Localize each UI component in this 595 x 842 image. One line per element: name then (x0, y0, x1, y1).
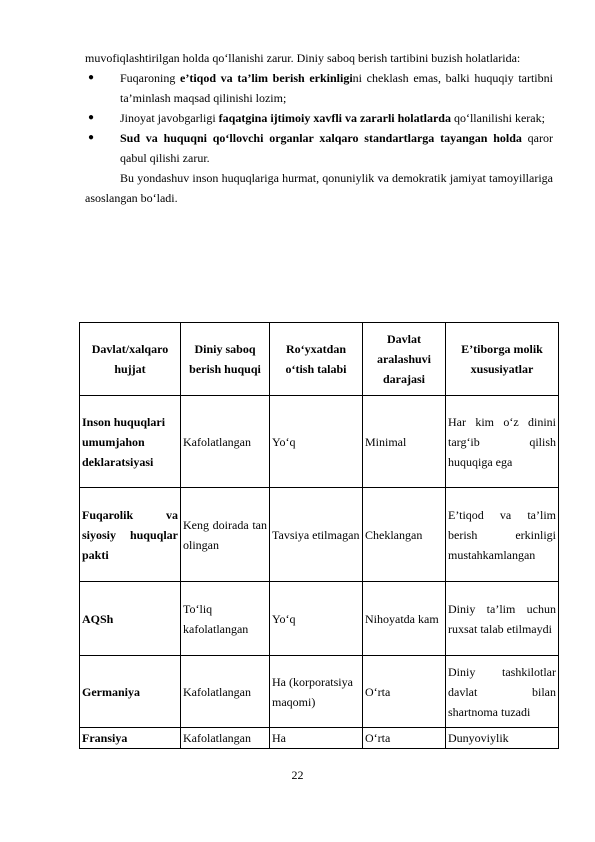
bullet-icon: ● (88, 72, 95, 83)
table-row (80, 728, 559, 749)
table-cell: E’tiqod va ta’lim berish erkinligi mustahkamlangan (446, 488, 559, 582)
bullet-item: ● Sud va huquqni qo‘llovchi organlar xalqaro standartlarga tayangan holda qaror qabul qilishi zarur. (85, 128, 553, 168)
table-cell: Dunyoviylik (446, 728, 559, 749)
table-header: Diniy saboq berish huquqi (181, 323, 270, 396)
table-header: Ro‘yxatdan o‘tish talabi (270, 323, 363, 396)
table-cell: Har kim o‘z dinini targ‘ib qilish huquqiga ega (446, 396, 559, 488)
bullet-icon: ● (88, 112, 95, 123)
table-cell: Minimal (363, 396, 446, 488)
table-cell: Kafolatlangan (181, 656, 270, 728)
bullet-icon: ● (88, 132, 95, 143)
page-number: 22 (291, 768, 304, 782)
table-cell: Diniy tashkilotlar davlat bilan shartnoma tuzadi (446, 656, 559, 728)
table-cell: Cheklangan (363, 488, 446, 582)
table-cell: Nihoyatda kam (363, 582, 446, 656)
table-cell: Inson huquqlari umumjahon deklaratsiyasi (80, 396, 181, 488)
table-row (80, 488, 559, 582)
table-cell: O‘rta (363, 728, 446, 749)
intro-paragraph: muvofiqlashtirilgan holda qo‘llanishi zarur. Diniy saboq berish tartibini buzish holatlarida: (85, 51, 521, 65)
bullet-item: ● Jinoyat javobgarligi faqatgina ijtimoiy xavfli va zararli holatlarda qo‘llanilishi kerak; (85, 108, 553, 128)
bullet-item: ● Fuqaroning e’tiqod va ta’lim berish erkinligini cheklash emas, balki huquqiy tartibni ta’minlash maqsad qilinishi lozim; (85, 68, 553, 108)
table-cell: Germaniya (80, 656, 181, 728)
table-cell: Kafolatlangan (181, 396, 270, 488)
table-header: Davlat aralashuvi darajasi (363, 323, 446, 396)
table-row (80, 582, 559, 656)
table-cell: Kafolatlangan (181, 728, 270, 749)
table-cell: Diniy ta’lim uchun ruxsat talab etilmaydi (446, 582, 559, 656)
table-cell: To‘liq kafolatlangan (181, 582, 270, 656)
document-body (85, 48, 553, 208)
table-cell: Yo‘q (270, 582, 363, 656)
table-cell: Yo‘q (270, 396, 363, 488)
table-cell: Fransiya (80, 728, 181, 749)
bullet-list (85, 68, 553, 168)
table-cell: O‘rta (363, 656, 446, 728)
table-header: Davlat/xalqaro hujjat (80, 323, 181, 396)
table-row (80, 396, 559, 488)
table-cell: AQSh (80, 582, 181, 656)
table-header: E’tiborga molik xususiyatlar (446, 323, 559, 396)
closing-paragraph: Bu yondashuv inson huquqlariga hurmat, qonuniylik va demokratik jamiyat tamoyillariga asoslangan bo‘ladi. (85, 171, 553, 205)
table-header-row (80, 323, 559, 396)
table-cell: Keng doirada tan olingan (181, 488, 270, 582)
table-cell: Fuqarolik va siyosiy huquqlar pakti (80, 488, 181, 582)
table-cell: Ha (korporatsiya maqomi) (270, 656, 363, 728)
comparison-table (79, 322, 559, 749)
table-row (80, 656, 559, 728)
table-cell: Tavsiya etilmagan (270, 488, 363, 582)
table-cell: Ha (270, 728, 363, 749)
